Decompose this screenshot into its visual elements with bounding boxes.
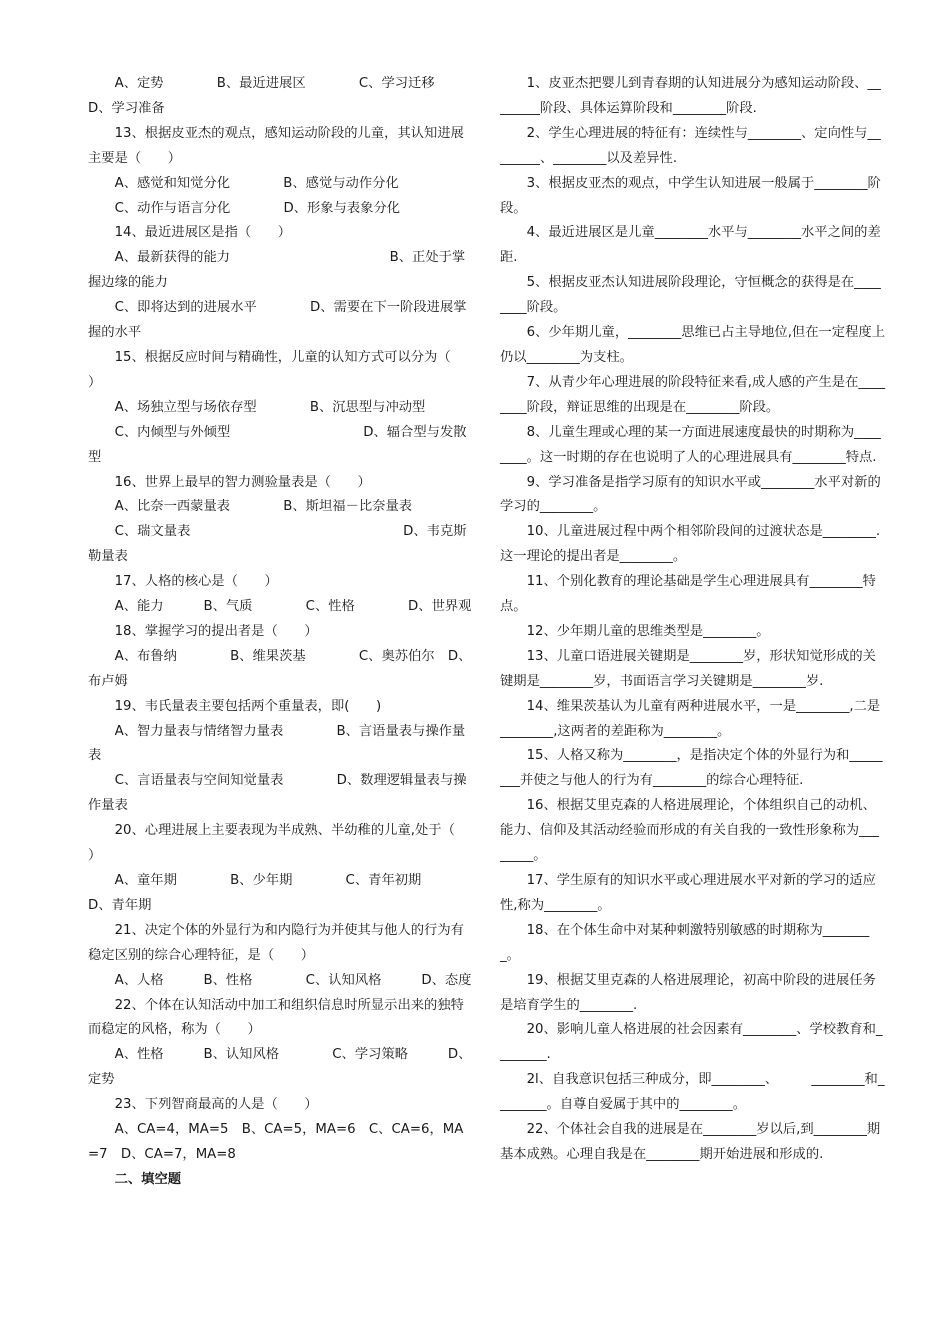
question-line: 15、人格又称为________，是指决定个体的外显行为和________并使之与他人的行为有________的综合心理特征. (500, 748, 883, 789)
question-line: 14、维果茨基认为儿童有两种进展水平，一是________,二是________,这两者的差距称为________。 (500, 698, 881, 739)
right-column (500, 72, 885, 1168)
question-line: 19、韦氏量表主要包括两个重量表，即( ) (114, 698, 382, 714)
question-line: 17、学生原有的知识水平或心理进展水平对新的学习的适应性,称为________。 (500, 873, 876, 913)
question-line: 21、决定个体的外显行为和内隐行为并使其与他人的行为有稳定区别的综合心理特征，是（ ） (88, 922, 464, 963)
question-line: 10、儿童进展过程中两个相邻阶段间的过渡状态是________. 这一理论的提出者是________。 (500, 524, 881, 565)
question-line: 4、最近进展区是儿童________水平与________水平之间的差距. (500, 225, 881, 266)
question-line: 7、从青少年心理进展的阶段特征来看,成人感的产生是在________阶段，辩证思维的出现是在________阶段。 (500, 374, 885, 415)
section-heading: 二、填空题 (114, 1171, 182, 1187)
question-line: A、CA=4，MA=5 B、CA=5，MA=6 C、CA=6，MA=7 D、CA=7，MA=8 (88, 1122, 464, 1162)
question-line: 17、人格的核心是（ ） (114, 574, 278, 590)
question-line: 22、个体社会自我的进展是在________岁以后,到________期基本成熟。心理自我是在________期开始进展和形成的. (500, 1122, 881, 1162)
question-line: 18、掌握学习的提出者是（ ） (114, 623, 318, 639)
question-line: 1、皮亚杰把婴儿到青春期的认知进展分为感知运动阶段、________阶段、具体运算阶段和________阶段. (500, 76, 881, 116)
question-line: 14、最近进展区是指（ ） (114, 225, 292, 241)
question-line: A、最新获得的能力 B、正处于掌握边缘的能力 (88, 250, 466, 291)
question-line: C、瑞文量表 D、韦克斯勒量表 (88, 524, 467, 565)
question-line: 15、根据反应时间与精确性，儿童的认知方式可以分为（ ） (88, 349, 478, 390)
question-line: 20、心理进展上主要表现为半成熟、半幼稚的儿童,处于（ ） (88, 823, 482, 864)
question-line: C、言语量表与空间知觉量表 D、数理逻辑量表与操作量表 (88, 773, 467, 814)
question-line: 5、根据皮亚杰认知进展阶段理论，守恒概念的获得是在________阶段。 (500, 275, 881, 316)
question-line: 11、个别化教育的理论基础是学生心理进展具有________特点。 (500, 574, 876, 615)
question-line: D、学习准备 (88, 100, 165, 116)
question-line: A、感觉和知觉分化 B、感觉与动作分化 (114, 175, 399, 191)
question-line: 20、影响儿童人格进展的社会因素有________、学校教育和________. (500, 1022, 883, 1063)
question-line: A、场独立型与场依存型 B、沉思型与冲动型 (114, 399, 426, 415)
question-line: 9、学习准备是指学习原有的知识水平或________水平对新的学习的________。 (500, 474, 881, 515)
question-line: A、人格 B、性格 C、认知风格 D、态度 (114, 972, 472, 988)
question-line: C、动作与语言分化 D、形象与表象分化 (114, 200, 401, 216)
question-line: A、能力 B、气质 C、性格 D、世界观 (114, 599, 472, 615)
question-line: 16、根据艾里克森的人格进展理论，个体组织自己的动机、能力、信仰及其活动经验而形成的有关自我的一致性形象称为________。 (500, 798, 879, 864)
question-line: 16、世界上最早的智力测验量表是（ ） (114, 474, 371, 490)
question-line: 12、少年期儿童的思维类型是________。 (526, 623, 770, 639)
question-line: A、布鲁纳 B、维果茨基 C、奥苏伯尔 D、布卢姆 (88, 648, 472, 689)
question-line: 13、根据皮亚杰的观点，感知运动阶段的儿童，其认知进展主要是（ ） (88, 125, 464, 166)
question-line: 13、儿童口语进展关键期是________岁，形状知觉形成的关键期是________岁，书面语言学习关键期是________岁. (500, 648, 876, 689)
question-line: 19、根据艾里克森的人格进展理论，初高中阶段的进展任务是培育学生的________. (500, 972, 876, 1013)
question-line: 22、个体在认知活动中加工和组织信息时所显示出来的独特而稳定的风格，称为（ ） (88, 997, 464, 1038)
question-line: 3、根据皮亚杰的观点，中学生认知进展一般属于________阶段。 (500, 175, 881, 216)
question-line: A、定势 B、最近进展区 C、学习迁移 (114, 76, 435, 91)
question-line: C、即将达到的进展水平 D、需要在下一阶段进展掌握的水平 (88, 300, 467, 341)
question-line: A、智力量表与情绪智力量表 B、言语量表与操作量表 (88, 723, 466, 764)
question-line: A、性格 B、认知风格 C、学习策略 D、定势 (88, 1047, 472, 1088)
question-line: A、童年期 B、少年期 C、青年初期 D、青年期 (88, 873, 462, 913)
question-line: A、比奈一西蒙量表 B、斯坦福－比奈量表 (114, 499, 413, 515)
question-line: C、内倾型与外倾型 D、辐合型与发散型 (88, 424, 467, 465)
question-line: 6、少年期儿童，________思维已占主导地位,但在一定程度上仍以________为支柱。 (500, 325, 885, 365)
question-line: 8、儿童生理或心理的某一方面进展速度最快的时期称为________。这一时期的存在也说明了人的心理进展具有________特点. (500, 424, 881, 465)
question-line: 23、下列智商最高的人是（ ） (114, 1097, 318, 1113)
question-line: 2、学生心理进展的特征有：连续性与________、定向性与________、________以及差异性. (500, 125, 881, 166)
question-line: 18、在个体生命中对某种刺激特别敏感的时期称为________。 (500, 922, 870, 963)
question-line: 2l、自我意识包括三种成分，即________、 ________和________。自尊自爱属于其中的________。 (500, 1072, 885, 1113)
left-column (88, 72, 482, 1193)
